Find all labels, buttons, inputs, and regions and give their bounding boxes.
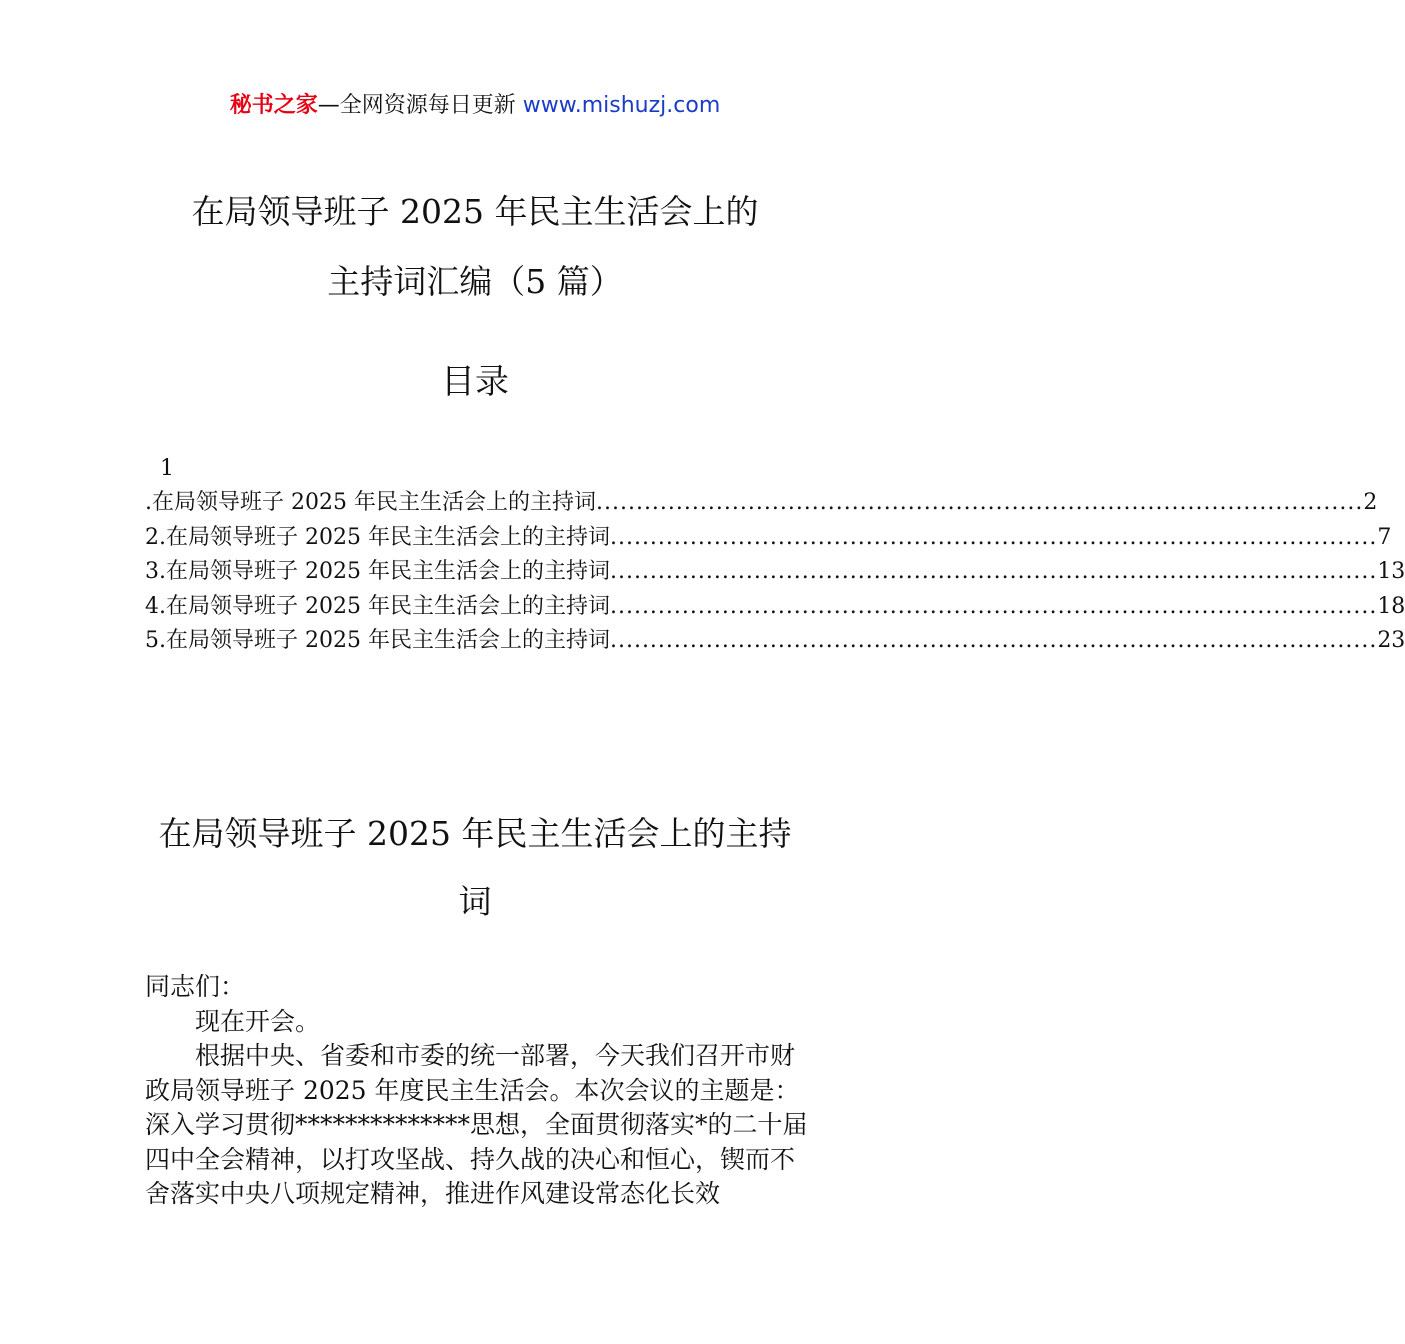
document-title-line-2: 主持词汇编（5 篇） xyxy=(327,262,623,301)
toc-item[interactable] xyxy=(145,486,1378,521)
toc-item-page: 18 xyxy=(1377,593,1405,619)
toc-leader-dots: ................................................................................................ xyxy=(595,490,1364,515)
toc-item-page: 2 xyxy=(1363,490,1378,515)
section-title xyxy=(0,800,950,936)
speech-body xyxy=(145,970,810,1212)
site-url-link[interactable]: www.mishuzj.com xyxy=(522,93,721,118)
site-header xyxy=(0,88,950,119)
toc-item-label: 3.在局领导班子 2025 年民主生活会上的主持词 xyxy=(145,559,610,584)
paragraph-opening: 现在开会。 xyxy=(195,1006,321,1036)
toc-item[interactable] xyxy=(145,590,1405,625)
document-title-line-1: 在局领导班子 2025 年民主生活会上的 xyxy=(191,192,759,231)
toc-item-label: 5.在局领导班子 2025 年民主生活会上的主持词 xyxy=(145,628,610,653)
document-title xyxy=(0,177,950,317)
header-tagline: —全网资源每日更新 xyxy=(317,93,523,118)
toc-leader-dots: ................................................................................................ xyxy=(609,524,1378,550)
toc-leader-dots: ................................................................................................ xyxy=(609,559,1378,584)
section-title-line-1: 在局领导班子 2025 年民主生活会上的主持 xyxy=(158,814,792,853)
toc-item[interactable] xyxy=(145,521,1392,556)
toc-item[interactable] xyxy=(145,624,1405,659)
salutation: 同志们： xyxy=(145,972,246,1001)
brand-name: 秘书之家 xyxy=(229,93,318,118)
table-of-contents xyxy=(145,486,1405,659)
toc-item-page: 23 xyxy=(1377,628,1405,653)
toc-heading: 目录 xyxy=(441,362,509,402)
toc-leader-dots: ................................................................................................ xyxy=(609,593,1378,619)
toc-item-label: 4.在局领导班子 2025 年民主生活会上的主持词 xyxy=(145,593,610,619)
toc-leader-dots: ................................................................................................ xyxy=(609,628,1378,653)
toc-item-page: 13 xyxy=(1377,559,1405,584)
toc-item[interactable] xyxy=(145,555,1405,590)
toc-item-label: 2.在局领导班子 2025 年民主生活会上的主持词 xyxy=(145,524,610,550)
paragraph-main: 根据中央、省委和市委的统一部署，今天我们召开市财政局领导班子 2025 年度民主生活会。本次会议的主题是：深入学习贯彻**************思想，全面贯彻落实*的二十届四中全会精神，以打攻坚战、持久战的决心和恒心，锲而不舍落实中央八项规定精神，推进作风建设常态化长效 xyxy=(145,1041,808,1208)
toc-item-page: 7 xyxy=(1377,524,1392,550)
section-title-line-2: 词 xyxy=(458,882,492,921)
toc-item-label: .在局领导班子 2025 年民主生活会上的主持词 xyxy=(145,490,596,515)
toc-first-number: 1 xyxy=(160,456,174,481)
